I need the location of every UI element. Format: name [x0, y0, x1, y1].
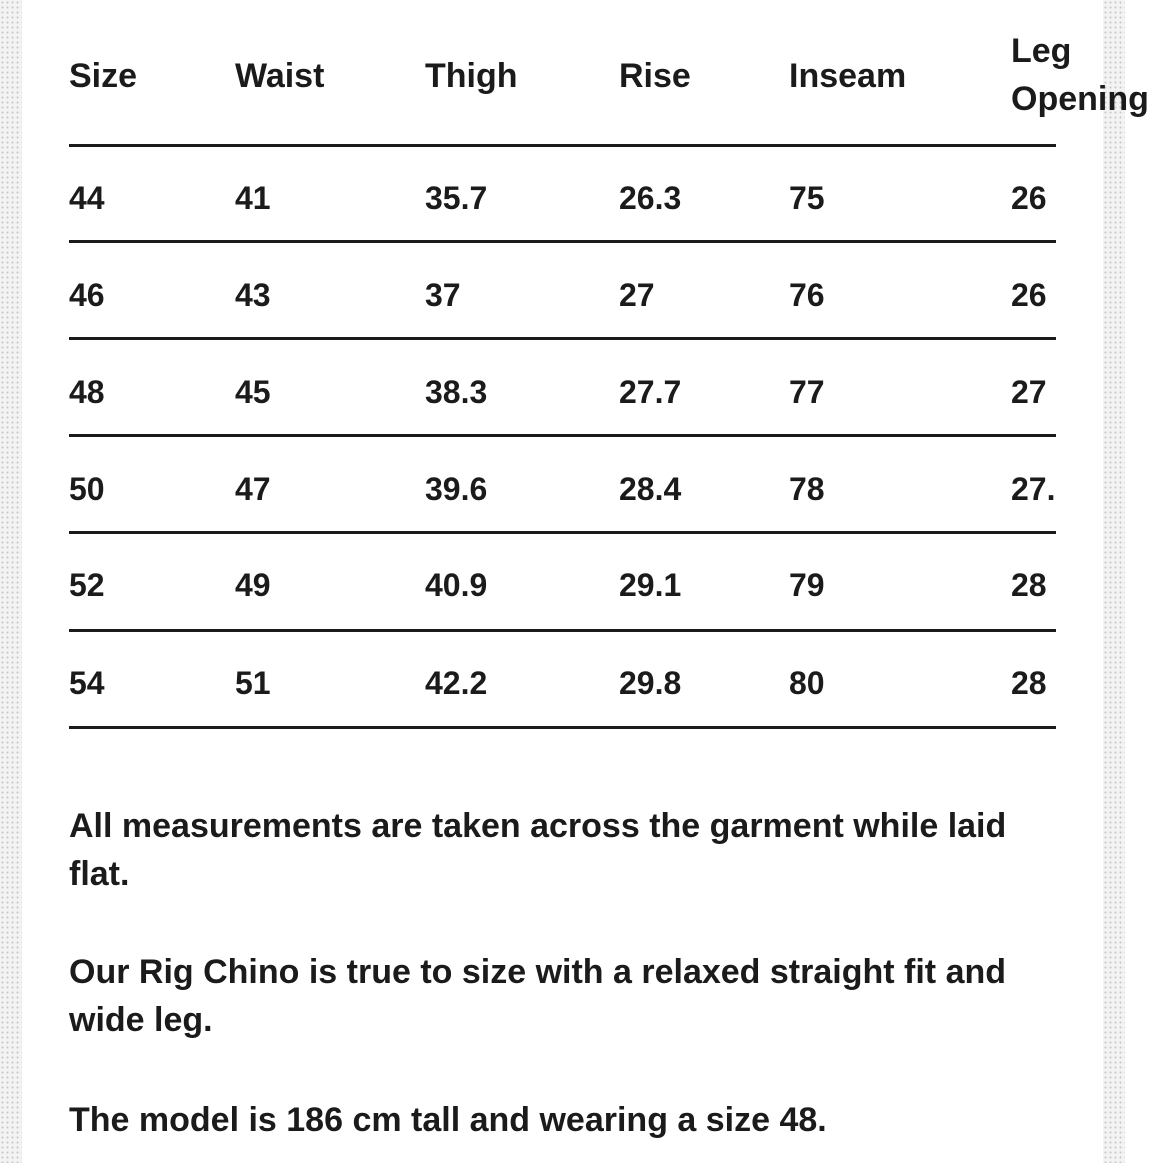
cell-inseam: 77 [789, 374, 825, 410]
cell-waist: 51 [235, 665, 271, 701]
cell-thigh: 38.3 [425, 374, 488, 410]
column-header-inseam: Inseam [789, 57, 907, 95]
model-note: The model is 186 cm tall and wearing a size 48. [69, 1101, 827, 1139]
cell-leg-opening: 28 [1011, 567, 1047, 603]
cell-thigh: 39.6 [425, 471, 488, 507]
cell-thigh: 42.2 [425, 665, 488, 701]
cell-thigh: 35.7 [425, 180, 488, 216]
column-header-thigh: Thigh [425, 57, 518, 95]
measurement-note: All measurements are taken across the garment while laid flat. [69, 807, 1007, 893]
column-header-waist: Waist [235, 57, 325, 95]
column-header-size: Size [69, 57, 138, 95]
cell-size: 46 [69, 277, 105, 313]
cell-rise: 28.4 [619, 471, 682, 507]
row-divider [69, 629, 1056, 632]
cell-size: 50 [69, 471, 105, 507]
cell-waist: 45 [235, 374, 271, 410]
cell-rise: 29.8 [619, 665, 682, 701]
cell-inseam: 75 [789, 180, 825, 216]
cell-size: 54 [69, 665, 105, 701]
column-header-leg-opening: Leg Opening [1011, 32, 1149, 118]
cell-leg-opening: 28 [1011, 665, 1047, 701]
column-header-rise: Rise [619, 57, 691, 95]
cell-inseam: 80 [789, 665, 825, 701]
row-divider [69, 726, 1056, 729]
cell-rise: 29.1 [619, 567, 682, 603]
cell-waist: 43 [235, 277, 271, 313]
cell-leg-opening: 27 [1011, 374, 1047, 410]
cell-waist: 49 [235, 567, 271, 603]
header-divider [69, 144, 1056, 147]
cell-thigh: 37 [425, 277, 461, 313]
cell-thigh: 40.9 [425, 567, 488, 603]
fit-note: Our Rig Chino is true to size with a relaxed straight fit and wide leg. [69, 953, 1007, 1039]
size-chart-table [69, 0, 1149, 740]
cell-inseam: 76 [789, 277, 825, 313]
cell-waist: 41 [235, 180, 271, 216]
cell-leg-opening: 26 [1011, 277, 1047, 313]
cell-inseam: 78 [789, 471, 825, 507]
cell-rise: 27.7 [619, 374, 682, 410]
cell-size: 44 [69, 180, 105, 216]
row-divider [69, 531, 1056, 534]
cell-waist: 47 [235, 471, 271, 507]
row-divider [69, 337, 1056, 340]
row-divider [69, 434, 1056, 437]
cell-leg-opening: 27. [1011, 471, 1056, 507]
cell-rise: 26.3 [619, 180, 682, 216]
cell-leg-opening: 26 [1011, 180, 1047, 216]
cell-rise: 27 [619, 277, 655, 313]
cell-inseam: 79 [789, 567, 825, 603]
cell-size: 52 [69, 567, 105, 603]
cell-size: 48 [69, 374, 105, 410]
row-divider [69, 240, 1056, 243]
